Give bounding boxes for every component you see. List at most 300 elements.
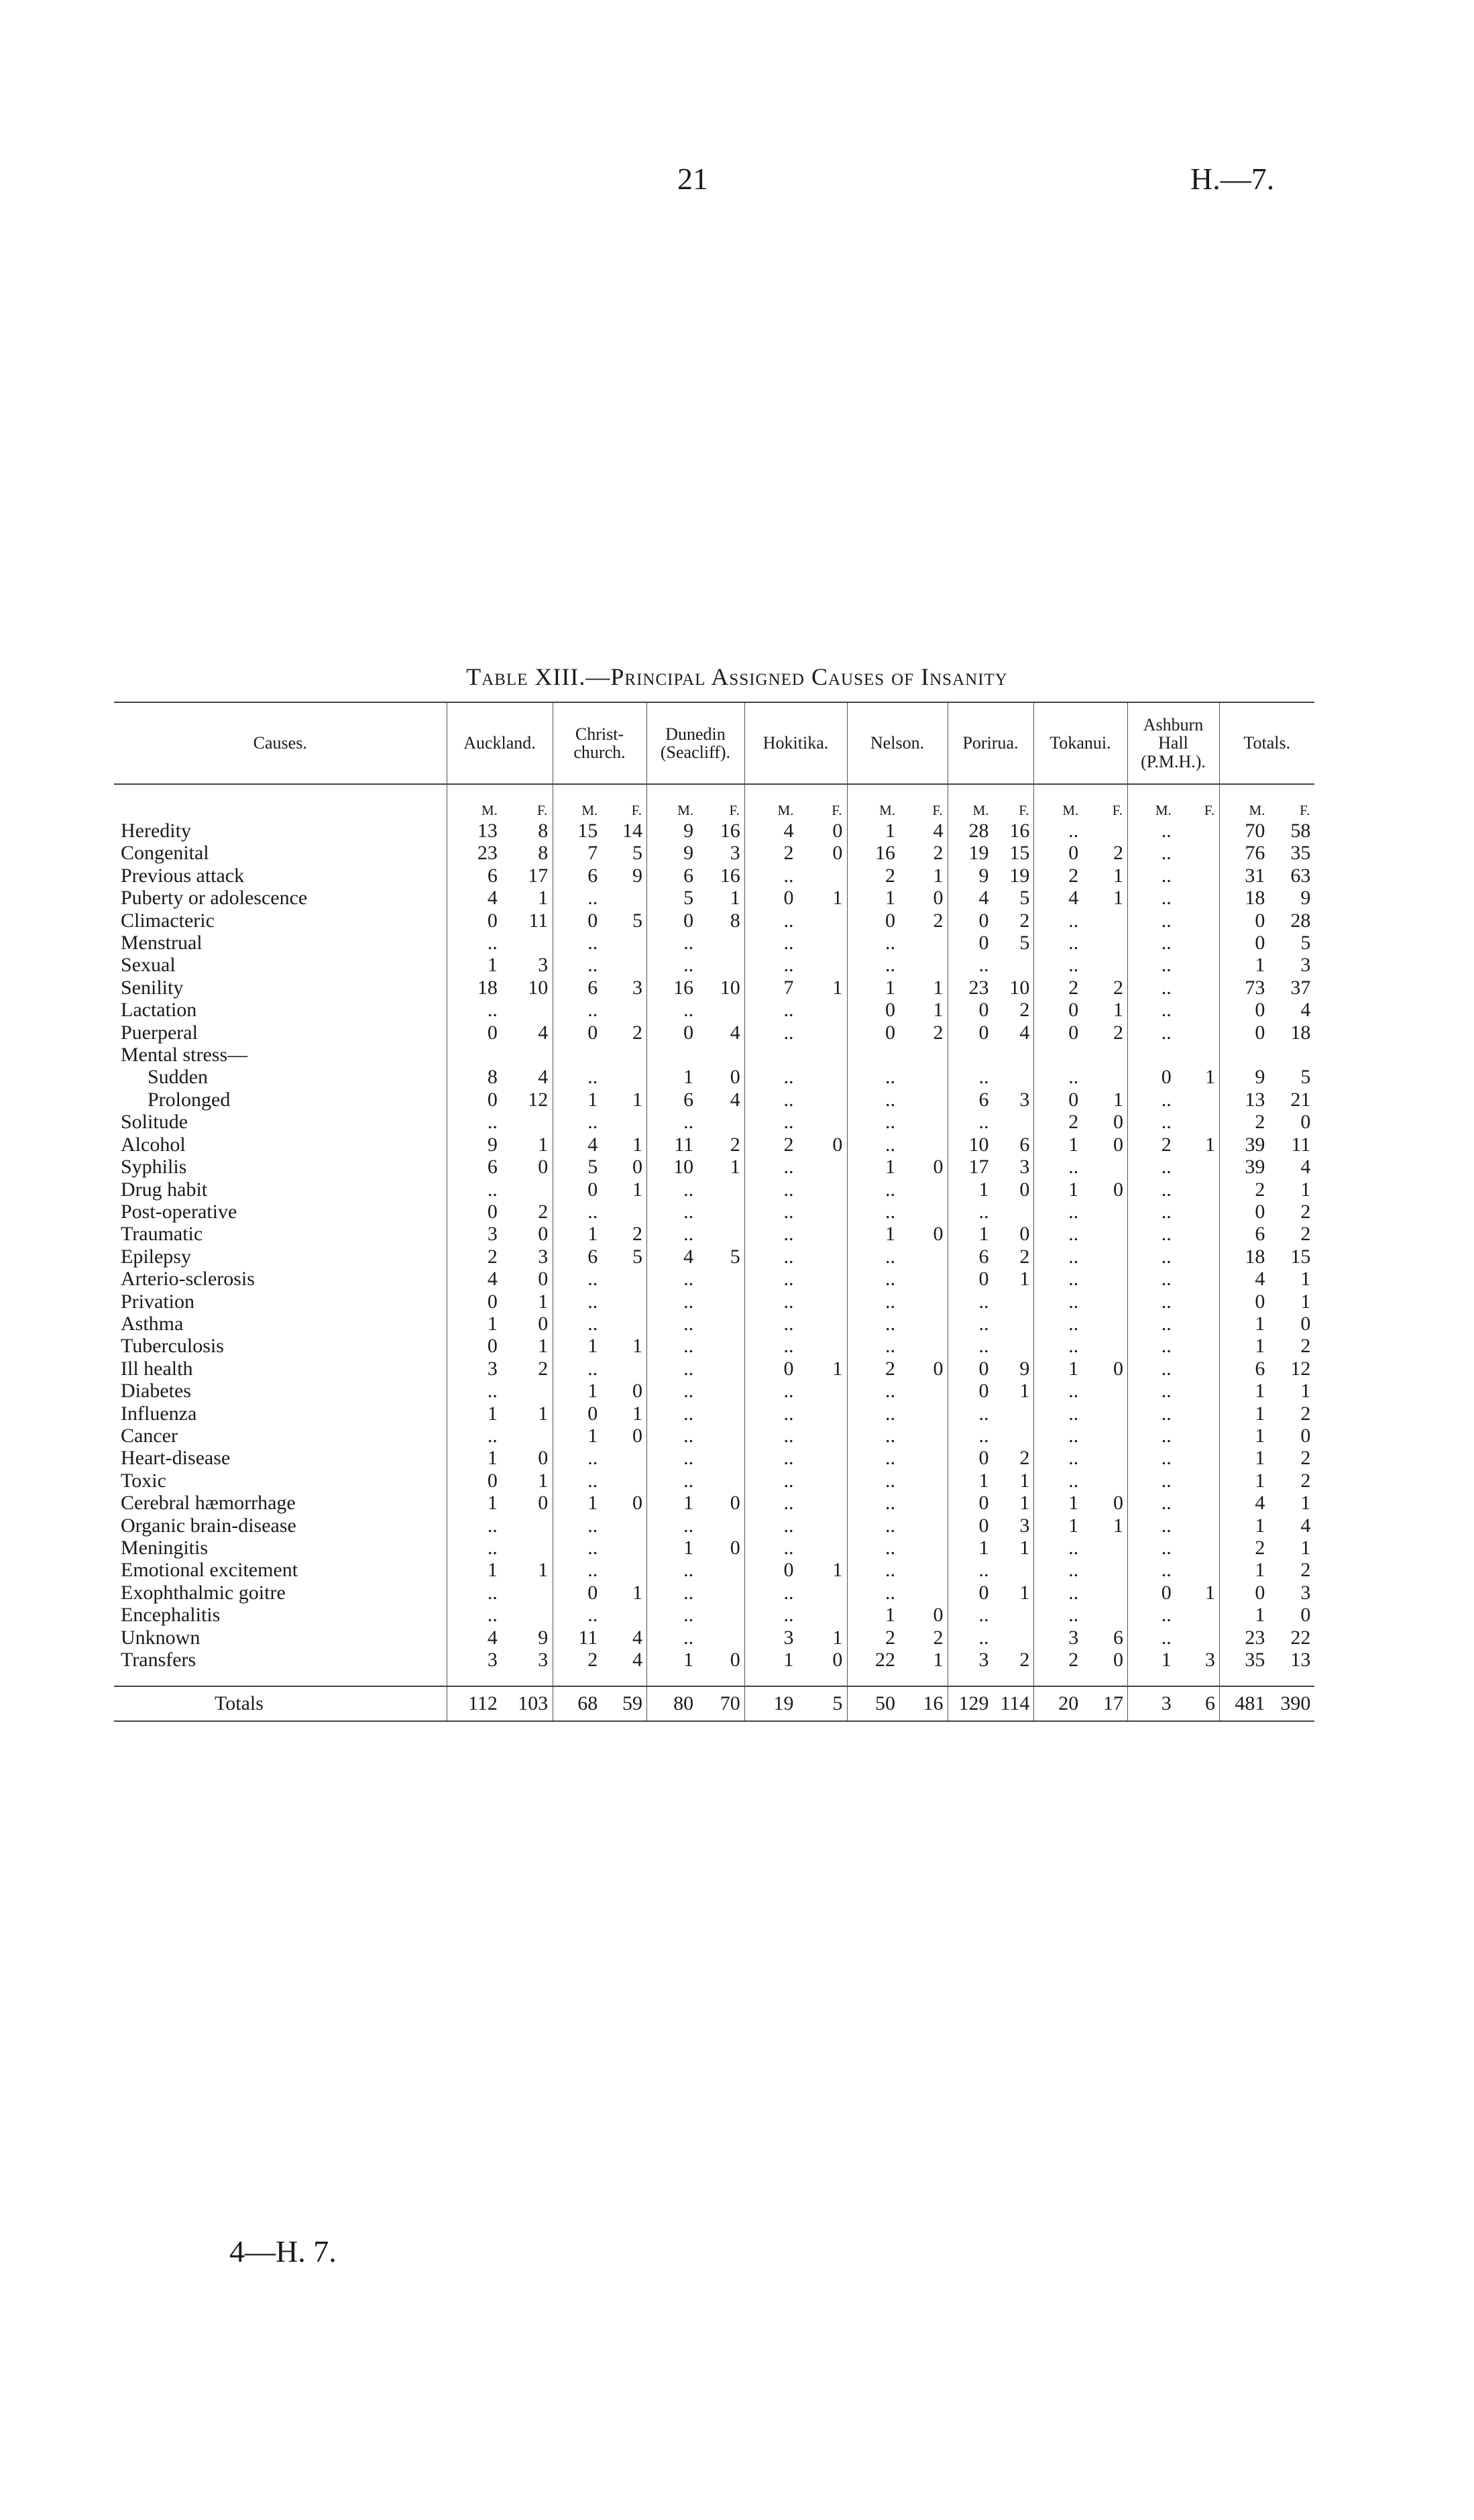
value-cell [847, 1179, 948, 1201]
male-value: .. [683, 1200, 694, 1223]
cause-text: Organic brain-disease [121, 1514, 296, 1537]
table-title-rest: —Principal Assigned Causes of Insanity [585, 663, 1008, 690]
sex-subheader [646, 784, 744, 820]
value-cell [1033, 1559, 1127, 1581]
value-cell [744, 1559, 847, 1581]
value-cell [847, 1515, 948, 1537]
male-value: 23 [1245, 1626, 1265, 1649]
value-cell [553, 1470, 646, 1492]
male-value: 20 [1058, 1692, 1079, 1715]
value-cell [1219, 820, 1314, 842]
female-value: 2 [933, 1626, 944, 1649]
value-cell [1219, 977, 1314, 999]
male-value: .. [783, 1604, 794, 1627]
female-value: 9 [1300, 887, 1311, 910]
value-cell [646, 977, 744, 999]
value-cell [1219, 1559, 1314, 1581]
male-value: 23 [477, 842, 498, 865]
male-value: .. [978, 1335, 989, 1358]
value-cell [744, 1223, 847, 1245]
cause-label [114, 1515, 447, 1537]
male-value: 1 [1161, 1649, 1172, 1672]
value-cell [1127, 1403, 1219, 1425]
value-cell [1127, 1268, 1219, 1290]
value-cell [646, 1447, 744, 1469]
male-value: .. [487, 1604, 498, 1627]
value-cell [744, 1537, 847, 1559]
column-header-row [114, 702, 1314, 784]
male-value: .. [587, 887, 598, 910]
value-cell [646, 1649, 744, 1671]
value-cell [744, 1380, 847, 1402]
female-value: 5 [632, 1245, 642, 1268]
female-value: 3 [1205, 1649, 1216, 1672]
value-cell [1033, 1604, 1127, 1626]
female-value: 1 [730, 1156, 740, 1179]
male-value: 3 [1068, 1626, 1079, 1649]
female-value: 0 [832, 1133, 843, 1156]
male-value: .. [587, 1537, 598, 1559]
female-value: 1 [832, 887, 843, 910]
cause-label [114, 1179, 447, 1201]
value-cell [646, 1559, 744, 1581]
value-cell [1033, 1313, 1127, 1335]
cause-text: Heart-disease [121, 1447, 231, 1470]
female-value: 1 [632, 1402, 642, 1425]
value-cell [948, 865, 1033, 887]
value-cell [646, 1156, 744, 1178]
value-cell [447, 1686, 553, 1721]
column-header: Tokanui. [1033, 702, 1127, 784]
female-value: 12 [528, 1088, 549, 1111]
male-value: .. [978, 1424, 989, 1447]
female-value: 19 [1009, 864, 1030, 887]
male-value: 9 [487, 1133, 498, 1156]
male-value: .. [1161, 1537, 1172, 1559]
male-value: .. [783, 1245, 794, 1268]
male-value: 13 [477, 820, 498, 842]
male-value: 1 [1255, 954, 1265, 977]
value-cell [553, 1313, 646, 1335]
value-cell [447, 1179, 553, 1201]
male-value: .. [1161, 842, 1172, 865]
value-cell [1127, 932, 1219, 954]
female-value: 0 [1113, 1492, 1123, 1515]
male-value: .. [1068, 1581, 1079, 1604]
male-value: .. [783, 1223, 794, 1246]
value-cell [744, 1022, 847, 1044]
male-value: .. [1161, 1447, 1172, 1470]
value-cell [948, 1604, 1033, 1626]
value-cell [1127, 1515, 1219, 1537]
male-value: 0 [978, 999, 989, 1022]
value-cell [1219, 1403, 1314, 1425]
female-value: 11 [528, 909, 549, 932]
male-value: .. [587, 932, 598, 954]
male-label: M. [777, 802, 794, 818]
male-value: .. [683, 1424, 694, 1447]
cause-text: Sudden [148, 1066, 208, 1089]
value-cell [553, 954, 646, 976]
value-cell [1033, 910, 1127, 932]
female-value: 0 [1300, 1312, 1311, 1335]
value-cell [447, 1515, 553, 1537]
male-value: .. [683, 1402, 694, 1425]
male-value: 0 [1255, 1290, 1265, 1313]
male-value: 19 [773, 1692, 794, 1715]
male-value: 2 [1255, 1537, 1265, 1559]
male-value: 1 [587, 1223, 598, 1246]
value-cell [948, 999, 1033, 1021]
value-cell [553, 910, 646, 932]
male-value: 1 [587, 1088, 598, 1111]
value-cell [948, 1313, 1033, 1335]
male-value: 76 [1245, 842, 1265, 865]
value-cell [744, 1313, 847, 1335]
value-cell [948, 1223, 1033, 1245]
female-value: 114 [1000, 1692, 1030, 1715]
female-label: F. [1019, 802, 1029, 818]
female-value: 1 [933, 1649, 944, 1672]
male-value: 0 [487, 1469, 498, 1492]
female-value: 1 [1113, 1514, 1123, 1537]
female-value: 10 [528, 976, 549, 999]
female-value: 2 [632, 1021, 642, 1044]
male-value: .. [783, 864, 794, 887]
female-value: 17 [528, 864, 549, 887]
value-cell [1219, 1515, 1314, 1537]
value-cell [646, 820, 744, 842]
male-value: .. [885, 1514, 896, 1537]
male-value: 0 [487, 1200, 498, 1223]
value-cell [744, 1447, 847, 1469]
female-value: 4 [538, 1021, 549, 1044]
male-value: 2 [1068, 864, 1079, 887]
male-value: .. [1161, 1492, 1172, 1515]
value-cell [744, 932, 847, 954]
male-value: 0 [683, 909, 694, 932]
table-row [114, 1492, 1314, 1514]
male-value: .. [885, 1447, 896, 1470]
male-value: .. [1068, 1245, 1079, 1268]
male-value: .. [1068, 1066, 1079, 1089]
table-row [114, 954, 1314, 976]
value-cell [646, 1627, 744, 1649]
male-value: 0 [683, 1021, 694, 1044]
value-cell [948, 977, 1033, 999]
cause-label [114, 842, 447, 864]
value-cell [553, 1291, 646, 1313]
female-value: 2 [1113, 842, 1123, 865]
female-value: 0 [933, 1357, 944, 1380]
value-cell [1033, 954, 1127, 976]
female-value: 2 [933, 909, 944, 932]
value-cell [1127, 1335, 1219, 1357]
value-cell [744, 1201, 847, 1223]
female-value: 0 [1300, 1604, 1311, 1627]
value-cell [847, 1470, 948, 1492]
value-cell [447, 1268, 553, 1290]
cause-text: Lactation [121, 999, 197, 1022]
female-value: 12 [1290, 1357, 1311, 1380]
male-label: M. [481, 802, 498, 818]
male-value: .. [1068, 1290, 1079, 1313]
cause-text: Totals [215, 1692, 264, 1715]
male-value: .. [487, 1424, 498, 1447]
female-value: 1 [933, 864, 944, 887]
male-value: 1 [1068, 1492, 1079, 1515]
male-value: 10 [673, 1156, 694, 1179]
male-value: 6 [683, 864, 694, 887]
female-value: 2 [538, 1200, 549, 1223]
spacer-cell [114, 1671, 447, 1686]
cause-text: Emotional excitement [121, 1559, 298, 1582]
value-cell [447, 842, 553, 864]
value-cell [447, 977, 553, 999]
female-value: 1 [538, 1335, 549, 1358]
female-value: 2 [1300, 1200, 1311, 1223]
male-value: .. [1068, 1268, 1079, 1291]
table-row [114, 1649, 1314, 1671]
table-row [114, 1447, 1314, 1469]
male-value: 0 [978, 932, 989, 954]
female-value: 2 [1300, 1559, 1311, 1582]
male-value: 6 [487, 1156, 498, 1179]
male-value: .. [1068, 820, 1079, 842]
male-value: .. [1068, 1156, 1079, 1179]
male-value: 0 [1161, 1581, 1172, 1604]
male-value: .. [1161, 1290, 1172, 1313]
value-cell [1033, 842, 1127, 864]
table-row [114, 910, 1314, 932]
male-value: 481 [1235, 1692, 1265, 1715]
male-value: 1 [978, 1469, 989, 1492]
male-value: .. [1161, 1402, 1172, 1425]
female-value: 22 [1290, 1626, 1311, 1649]
male-value: 11 [674, 1133, 694, 1156]
value-cell [646, 1537, 744, 1559]
male-value: 18 [1245, 1245, 1265, 1268]
male-value: 0 [1255, 1200, 1265, 1223]
value-cell [1127, 1425, 1219, 1447]
male-value: .. [587, 1514, 598, 1537]
value-cell [553, 1111, 646, 1133]
value-cell [847, 820, 948, 842]
male-value: .. [1161, 1156, 1172, 1179]
value-cell [1033, 1515, 1127, 1537]
female-value: 5 [632, 909, 642, 932]
table-row [114, 999, 1314, 1021]
cause-label [114, 1559, 447, 1581]
sex-subheader [1033, 784, 1127, 820]
female-value: 6 [1019, 1133, 1030, 1156]
male-value: .. [978, 1066, 989, 1089]
female-value: 1 [632, 1335, 642, 1358]
value-cell [646, 1044, 744, 1066]
cause-label [114, 1246, 447, 1268]
value-cell [847, 1403, 948, 1425]
cause-text: Privation [121, 1290, 194, 1313]
male-value: 16 [673, 976, 694, 999]
value-cell [847, 999, 948, 1021]
value-cell [646, 1686, 744, 1721]
value-cell [1033, 1627, 1127, 1649]
value-cell [553, 1223, 646, 1245]
value-cell [553, 1649, 646, 1671]
value-cell [948, 1089, 1033, 1111]
female-value: 0 [832, 820, 843, 842]
value-cell [1219, 1246, 1314, 1268]
female-value: 0 [832, 1649, 843, 1672]
value-cell [744, 842, 847, 864]
value-cell [948, 842, 1033, 864]
female-value: 37 [1290, 976, 1311, 999]
male-value: .. [1161, 1268, 1172, 1291]
male-value: 1 [783, 1649, 794, 1672]
male-value: 1 [683, 1649, 694, 1672]
cause-text: Menstrual [121, 932, 203, 954]
male-value: 1 [885, 976, 896, 999]
value-cell [553, 1403, 646, 1425]
value-cell [1219, 1156, 1314, 1178]
female-value: 9 [632, 864, 642, 887]
male-label: M. [581, 802, 598, 818]
male-value: 1 [487, 1312, 498, 1335]
female-value: 5 [1019, 932, 1030, 954]
cause-text: Climacteric [121, 909, 215, 932]
male-value: 0 [978, 1447, 989, 1470]
page-number: 21 [677, 162, 708, 196]
female-value: 1 [1300, 1290, 1311, 1313]
male-value: .. [783, 1312, 794, 1335]
female-value: 5 [1300, 1066, 1311, 1089]
female-value: 1 [730, 887, 740, 910]
value-cell [646, 1582, 744, 1604]
male-value: .. [1161, 1088, 1172, 1111]
value-cell [646, 1604, 744, 1626]
value-cell [1033, 932, 1127, 954]
value-cell [1127, 910, 1219, 932]
male-value: .. [885, 1111, 896, 1134]
value-cell [847, 1291, 948, 1313]
female-value: 1 [933, 976, 944, 999]
value-cell [1127, 1537, 1219, 1559]
cause-label [114, 1649, 447, 1671]
table-row [114, 1246, 1314, 1268]
male-value: .. [683, 1559, 694, 1582]
cause-text: Senility [121, 976, 184, 999]
male-value: 2 [1255, 1178, 1265, 1201]
male-label: M. [1249, 802, 1265, 818]
value-cell [553, 1044, 646, 1066]
value-cell [553, 887, 646, 909]
cause-label [114, 1291, 447, 1313]
male-value: 0 [587, 1178, 598, 1201]
male-value: 68 [577, 1692, 598, 1715]
table-row [114, 1358, 1314, 1380]
female-value: 2 [1300, 1469, 1311, 1492]
value-cell [646, 1335, 744, 1357]
value-cell [948, 820, 1033, 842]
value-cell [744, 1066, 847, 1088]
male-value: 0 [978, 1380, 989, 1403]
male-value: .. [1068, 954, 1079, 977]
cause-text: Drug habit [121, 1178, 208, 1201]
value-cell [1127, 1156, 1219, 1178]
value-cell [948, 910, 1033, 932]
value-cell [744, 1604, 847, 1626]
table-row [114, 1470, 1314, 1492]
male-value: 0 [1068, 1021, 1079, 1044]
table-row [114, 1022, 1314, 1044]
male-value: 39 [1245, 1133, 1265, 1156]
value-cell [948, 1403, 1033, 1425]
male-value: 9 [683, 820, 694, 842]
value-cell [447, 1559, 553, 1581]
value-cell [447, 1089, 553, 1111]
female-value: 0 [632, 1380, 642, 1403]
value-cell [553, 1380, 646, 1402]
value-cell [447, 1403, 553, 1425]
female-value: 58 [1290, 820, 1311, 842]
table-title [0, 663, 1474, 691]
male-value: 3 [783, 1626, 794, 1649]
cause-label [114, 1044, 447, 1066]
male-value: 6 [1255, 1223, 1265, 1246]
value-cell [847, 1022, 948, 1044]
female-value: 0 [538, 1312, 549, 1335]
table-row [114, 1066, 1314, 1088]
value-cell [1219, 999, 1314, 1021]
value-cell [948, 1649, 1033, 1671]
cause-text: Sexual [121, 954, 176, 977]
value-cell [1219, 1044, 1314, 1066]
male-value: 0 [1068, 1088, 1079, 1111]
male-value: 6 [683, 1088, 694, 1111]
male-value: .. [783, 1156, 794, 1179]
value-cell [847, 1686, 948, 1721]
male-value: 2 [885, 1357, 896, 1380]
male-value: .. [1161, 1357, 1172, 1380]
female-label: F. [1112, 802, 1123, 818]
male-value: .. [1068, 1447, 1079, 1470]
cause-label [114, 1627, 447, 1649]
male-value: .. [683, 1335, 694, 1358]
value-cell [948, 1268, 1033, 1290]
value-cell [553, 977, 646, 999]
value-cell [1219, 954, 1314, 976]
value-cell [1127, 1044, 1219, 1066]
female-value: 1 [632, 1178, 642, 1201]
male-value: .. [683, 932, 694, 954]
value-cell [948, 1537, 1033, 1559]
value-cell [847, 1246, 948, 1268]
value-cell [1127, 999, 1219, 1021]
value-cell [646, 1291, 744, 1313]
value-cell [744, 1470, 847, 1492]
table-row [114, 1089, 1314, 1111]
female-value: 2 [1019, 1245, 1030, 1268]
male-value: .. [885, 1200, 896, 1223]
causes-table-container [114, 702, 1314, 1722]
male-value: .. [683, 1469, 694, 1492]
cause-text: Tuberculosis [121, 1335, 224, 1358]
value-cell [847, 1044, 948, 1066]
male-value: .. [885, 1581, 896, 1604]
male-label: M. [1155, 802, 1172, 818]
value-cell [1033, 977, 1127, 999]
cause-text: Epilepsy [121, 1245, 191, 1268]
